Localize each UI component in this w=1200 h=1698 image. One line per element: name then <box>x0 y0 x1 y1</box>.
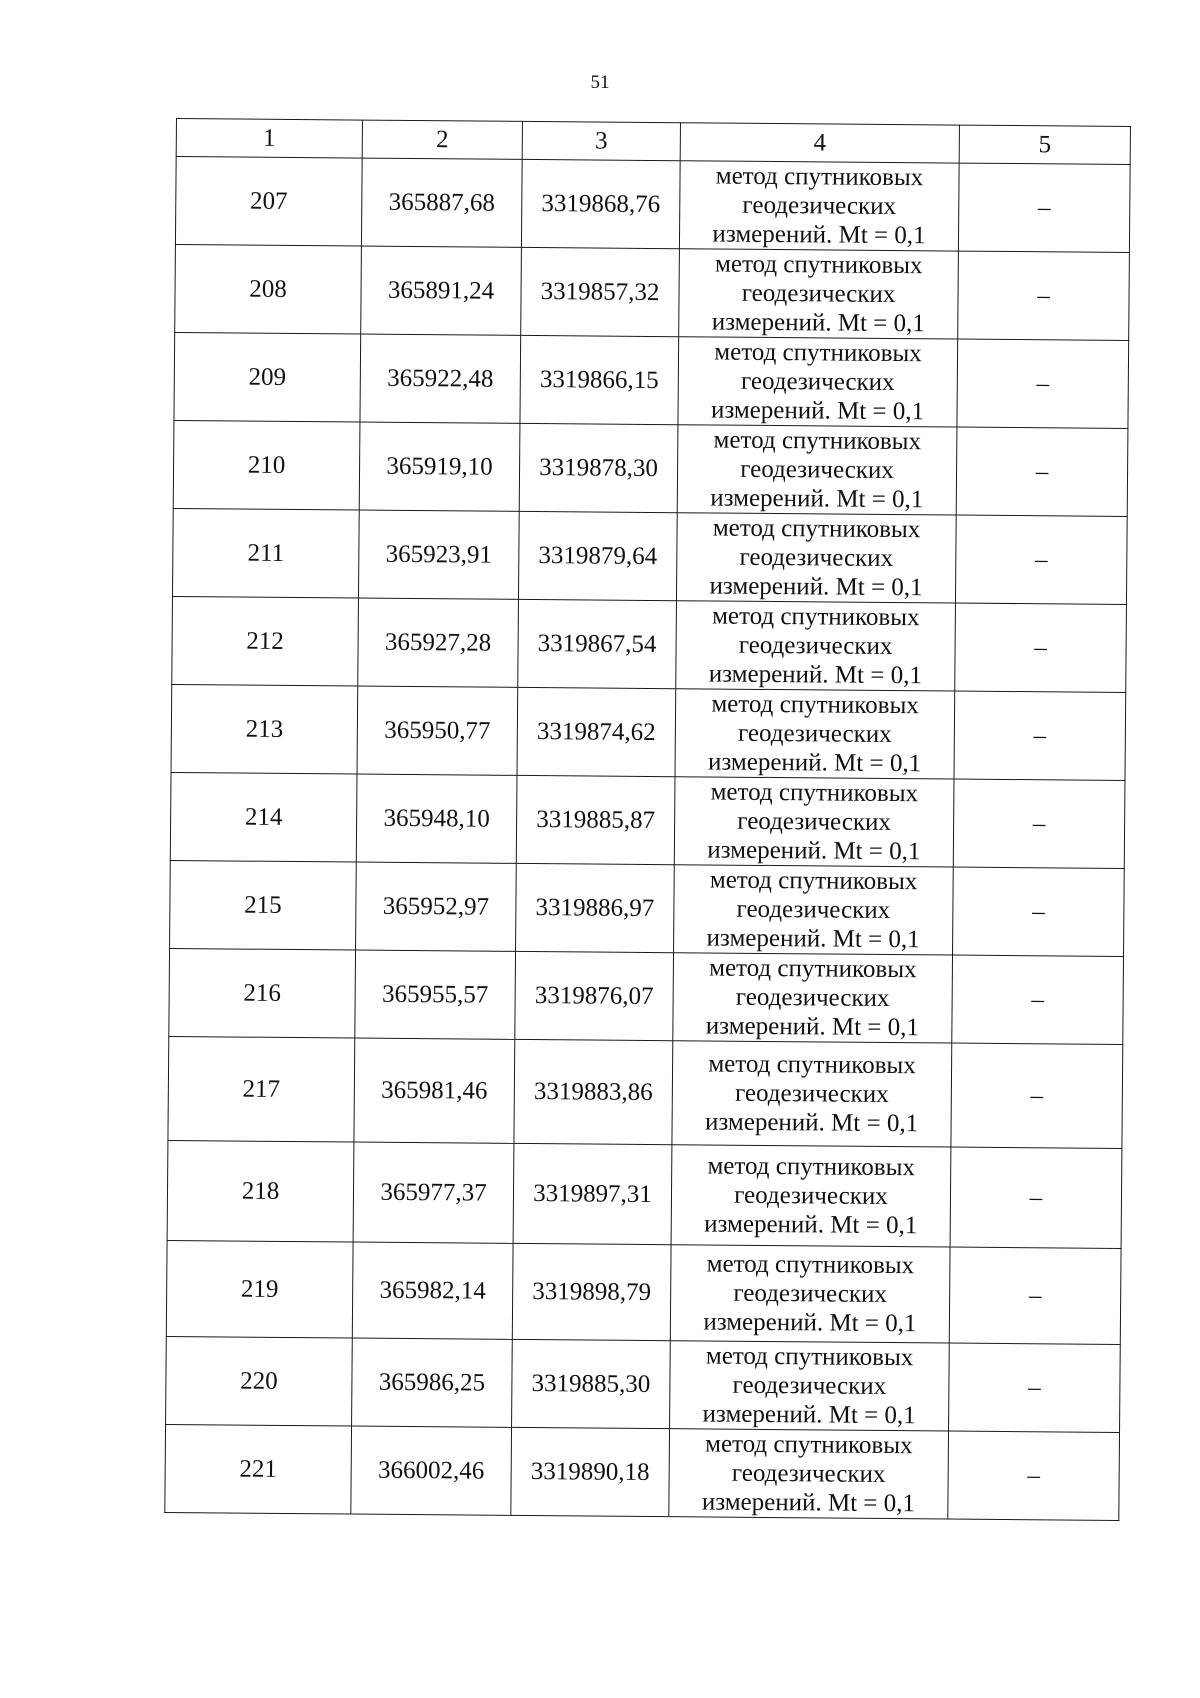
page-number: 51 <box>590 72 610 93</box>
table-row <box>175 157 1130 253</box>
coordinates-table <box>164 118 1131 1521</box>
y-coordinate-cell: 3319868,76 <box>521 159 680 248</box>
method-text-line: геодезических <box>741 279 896 309</box>
method-text-line: измерений. Mt = 0,1 <box>708 660 922 690</box>
note-cell: – <box>953 867 1125 956</box>
table-row <box>170 860 1125 956</box>
x-coordinate-cell: 365927,28 <box>358 598 519 687</box>
y-coordinate-cell: 3319897,31 <box>513 1143 672 1244</box>
method-text-line: измерений. Mt = 0,1 <box>709 572 923 602</box>
column-header-5: 5 <box>959 125 1130 164</box>
method-text-line: геодезических <box>734 1181 888 1211</box>
method-text-line: измерений. Mt = 0,1 <box>702 1400 916 1430</box>
x-coordinate-cell: 365952,97 <box>356 862 517 951</box>
method-cell <box>674 777 954 867</box>
point-number-cell: 218 <box>167 1140 354 1242</box>
method-cell <box>676 513 956 603</box>
point-number-cell: 217 <box>168 1036 355 1142</box>
note-cell: – <box>949 1343 1121 1432</box>
note-cell: – <box>948 1431 1120 1520</box>
method-text-line: метод спутниковых <box>709 866 918 896</box>
x-coordinate-cell: 366002,46 <box>351 1426 512 1515</box>
note-cell: – <box>951 1043 1123 1148</box>
point-number-cell: 220 <box>166 1336 353 1426</box>
table-row <box>169 948 1124 1044</box>
point-number-cell: 215 <box>170 860 357 950</box>
note-cell: – <box>954 691 1126 780</box>
x-coordinate-cell: 365982,14 <box>352 1242 513 1339</box>
y-coordinate-cell: 3319874,62 <box>517 687 676 776</box>
table-row <box>174 332 1129 428</box>
column-header-2: 2 <box>362 120 522 159</box>
x-coordinate-cell: 365887,68 <box>361 158 522 247</box>
y-coordinate-cell: 3319879,64 <box>518 511 677 600</box>
note-cell: – <box>952 955 1124 1044</box>
table-row <box>173 420 1128 516</box>
method-cell <box>672 1041 952 1147</box>
method-text-line: геодезических <box>737 807 892 837</box>
method-text-line: измерений. Mt = 0,1 <box>705 1012 920 1042</box>
x-coordinate-cell: 365986,25 <box>352 1338 513 1427</box>
table-row <box>172 596 1127 692</box>
method-cell <box>673 953 953 1043</box>
point-number-cell: 207 <box>175 157 362 247</box>
column-header-1: 1 <box>176 119 362 159</box>
point-number-cell: 214 <box>170 772 357 862</box>
point-number-cell: 212 <box>172 596 359 686</box>
y-coordinate-cell: 3319857,32 <box>521 247 680 336</box>
table-row <box>165 1424 1120 1520</box>
table-row <box>168 1036 1123 1148</box>
table-row <box>167 1140 1122 1248</box>
method-cell <box>679 249 959 339</box>
table-row <box>166 1240 1121 1344</box>
method-cell <box>670 1245 950 1343</box>
method-text-line: геодезических <box>735 983 890 1013</box>
table-row <box>166 1336 1121 1432</box>
column-header-3: 3 <box>522 121 680 160</box>
method-text-line: измерений. Mt = 0,1 <box>703 1308 917 1338</box>
method-text-line: измерений. Mt = 0,1 <box>704 1210 918 1240</box>
method-text-line: измерений. Mt = 0,1 <box>706 924 920 954</box>
y-coordinate-cell: 3319885,87 <box>516 775 675 864</box>
y-coordinate-cell: 3319878,30 <box>519 423 678 512</box>
x-coordinate-cell: 365981,46 <box>354 1038 515 1143</box>
y-coordinate-cell: 3319885,30 <box>512 1339 671 1428</box>
method-text-line: измерений. Mt = 0,1 <box>710 484 924 514</box>
method-text-line: измерений. Mt = 0,1 <box>707 836 921 866</box>
method-text-line: геодезических <box>731 1459 886 1488</box>
method-cell <box>679 161 959 251</box>
method-cell <box>671 1145 951 1247</box>
point-number-cell: 211 <box>172 508 359 598</box>
point-number-cell: 221 <box>165 1424 352 1514</box>
table-row <box>171 684 1126 780</box>
method-text-line: метод спутниковых <box>705 1430 913 1460</box>
column-header-4: 4 <box>680 123 959 163</box>
method-text-line: метод спутниковых <box>706 1250 915 1280</box>
point-number-cell: 219 <box>166 1240 353 1338</box>
method-text-line: метод спутниковых <box>715 162 924 192</box>
note-cell: – <box>953 779 1125 868</box>
method-cell <box>675 689 955 779</box>
method-text-line: геодезических <box>733 1279 888 1308</box>
x-coordinate-cell: 365919,10 <box>359 422 520 511</box>
method-text-line: геодезических <box>737 719 892 749</box>
method-text-line: измерений. Mt = 0,1 <box>701 1488 916 1518</box>
method-text-line: геодезических <box>739 543 894 573</box>
method-text-line: измерений. Mt = 0,1 <box>712 220 926 250</box>
y-coordinate-cell: 3319876,07 <box>515 951 674 1040</box>
note-cell: – <box>958 251 1130 340</box>
method-cell <box>677 425 957 515</box>
note-cell: – <box>949 1247 1121 1344</box>
method-text-line: геодезических <box>736 895 891 925</box>
y-coordinate-cell: 3319890,18 <box>511 1427 670 1516</box>
note-cell: – <box>957 339 1129 428</box>
point-number-cell: 213 <box>171 684 358 774</box>
table-row <box>172 508 1127 604</box>
method-text-line: измерений. Mt = 0,1 <box>707 748 922 778</box>
method-text-line: геодезических <box>738 631 893 661</box>
table-body <box>165 157 1130 1521</box>
method-text-line: измерений. Mt = 0,1 <box>711 308 925 338</box>
point-number-cell: 208 <box>175 244 362 334</box>
method-text-line: геодезических <box>740 455 894 485</box>
point-number-cell: 210 <box>173 420 360 510</box>
method-text-line: измерений. Mt = 0,1 <box>710 396 925 426</box>
method-text-line: метод спутниковых <box>710 778 919 808</box>
point-number-cell: 216 <box>169 948 356 1038</box>
y-coordinate-cell: 3319883,86 <box>514 1039 673 1144</box>
method-text-line: метод спутниковых <box>714 250 923 280</box>
note-cell: – <box>956 427 1128 516</box>
x-coordinate-cell: 365922,48 <box>360 334 521 423</box>
method-text-line: геодезических <box>742 191 897 221</box>
method-text-line: метод спутниковых <box>707 1152 916 1182</box>
y-coordinate-cell: 3319866,15 <box>520 335 679 424</box>
y-coordinate-cell: 3319886,97 <box>516 863 675 952</box>
method-text-line: метод спутниковых <box>709 954 917 984</box>
table-row <box>170 772 1125 868</box>
method-cell <box>670 1341 950 1431</box>
method-cell <box>676 601 956 691</box>
method-text-line: метод спутниковых <box>705 1342 914 1372</box>
method-text-line: геодезических <box>732 1371 887 1400</box>
point-number-cell: 209 <box>174 332 361 422</box>
y-coordinate-cell: 3319867,54 <box>518 599 677 688</box>
method-text-line: метод спутниковых <box>711 690 919 720</box>
note-cell: – <box>955 515 1127 604</box>
method-text-line: метод спутниковых <box>712 514 921 544</box>
method-text-line: метод спутниковых <box>714 338 922 368</box>
method-text-line: метод спутниковых <box>708 1050 916 1080</box>
note-cell: – <box>955 603 1127 692</box>
method-text-line: геодезических <box>740 367 895 397</box>
note-cell: – <box>958 163 1130 252</box>
method-cell <box>669 1429 949 1519</box>
table-row <box>175 244 1130 340</box>
method-text-line: метод спутниковых <box>712 602 920 632</box>
x-coordinate-cell: 365955,57 <box>355 950 516 1039</box>
note-cell: – <box>950 1147 1122 1248</box>
x-coordinate-cell: 365923,91 <box>358 510 519 599</box>
method-text-line: геодезических <box>734 1079 889 1109</box>
method-cell <box>678 337 958 427</box>
x-coordinate-cell: 365977,37 <box>353 1142 514 1243</box>
x-coordinate-cell: 365948,10 <box>356 774 517 863</box>
method-text-line: метод спутниковых <box>713 426 922 456</box>
y-coordinate-cell: 3319898,79 <box>512 1243 671 1340</box>
x-coordinate-cell: 365891,24 <box>361 246 522 335</box>
method-text-line: измерений. Mt = 0,1 <box>704 1108 919 1138</box>
method-cell <box>674 865 954 955</box>
x-coordinate-cell: 365950,77 <box>357 686 518 775</box>
